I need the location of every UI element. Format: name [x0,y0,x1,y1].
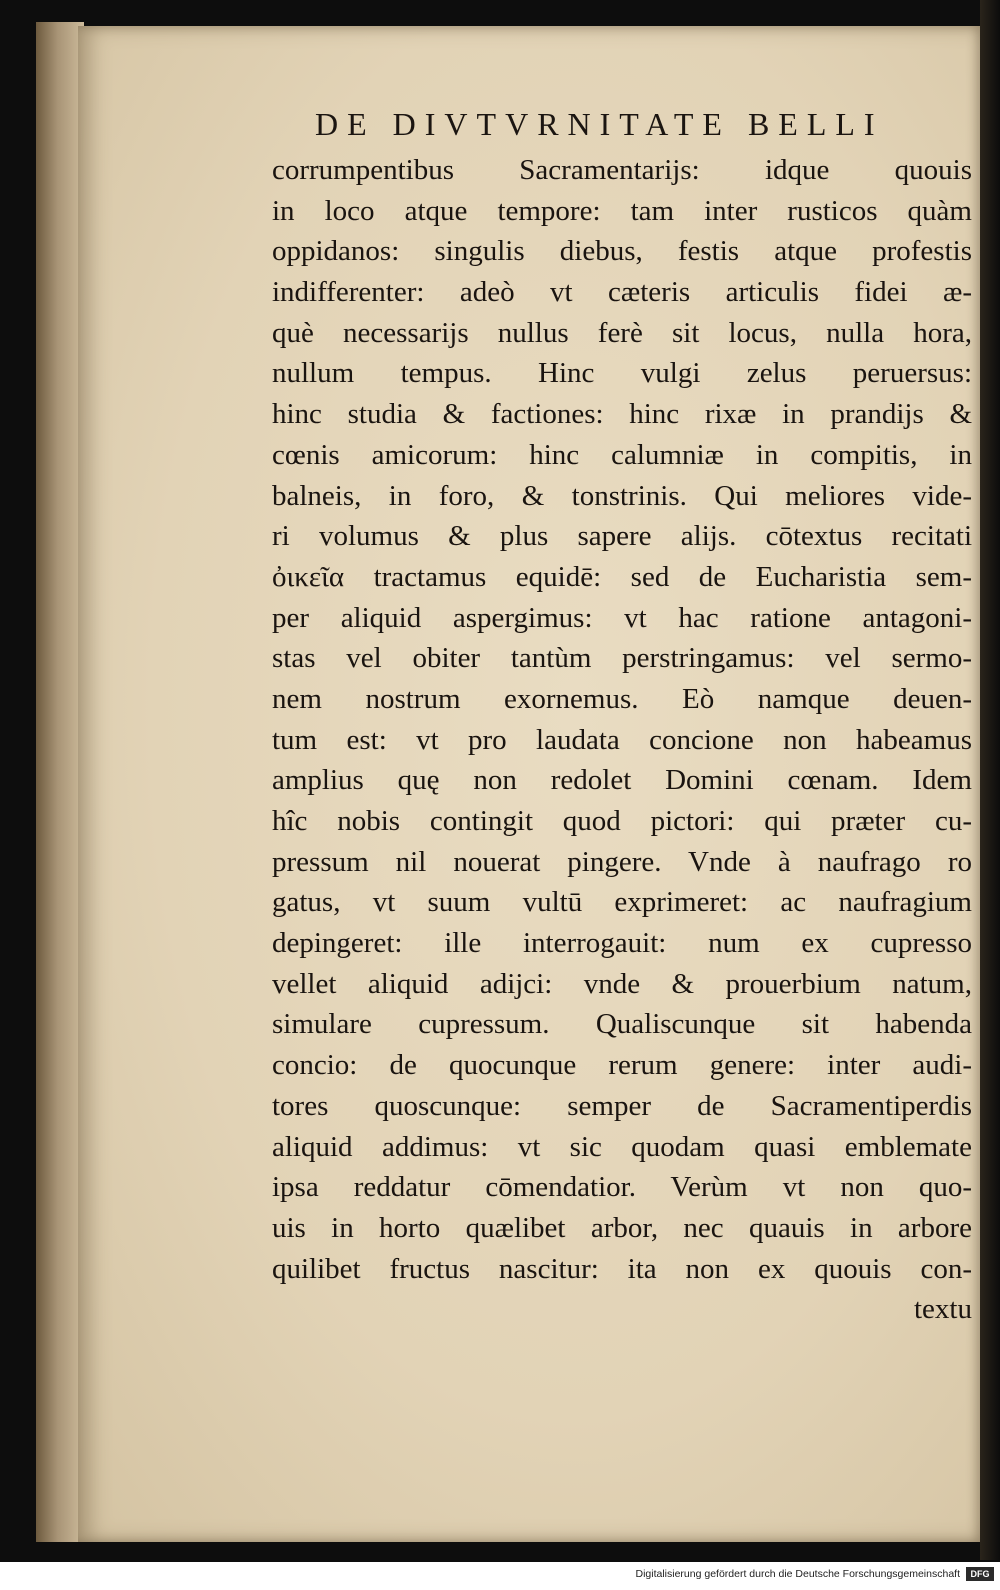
running-head: DE DIVTVRNITATE BELLI [315,106,884,142]
text-line: pressum nil nouerat pingere. Vnde à naufrago ro [272,845,972,878]
text-line: quilibet fructus nascitur: ita non ex quouis con- [272,1252,972,1285]
text-line: depingeret: ille interrogauit: num ex cupresso [272,927,972,960]
dfg-logo-icon: DFG [966,1567,994,1581]
catchword: textu [914,1293,972,1326]
page-right-shadow [980,0,1000,1560]
text-line: què necessarijs nullus ferè sit locus, nulla hora, [272,316,972,349]
text-line: per aliquid aspergimus: vt hac ratione antagoni- [272,601,972,634]
text-line: in loco atque tempore: tam inter rusticos quàm [272,194,972,227]
text-line: stas vel obiter tantùm perstringamus: vel sermo- [272,642,972,675]
digitization-footer [0,1562,1000,1590]
text-line: nullum tempus. Hinc vulgi zelus peruersus: [272,357,972,390]
text-line: indifferenter: adeò vt cæteris articulis fidei æ- [272,276,972,309]
text-line: oppidanos: singulis diebus, festis atque profestis [272,235,972,268]
text-line: tum est: vt pro laudata concione non habeamus [272,723,972,756]
text-line: tores quoscunque: semper de Sacramentiperdis [272,1089,972,1122]
text-line: hîc nobis contingit quod pictori: qui præter cu- [272,805,972,837]
text-line: nem nostrum exornemus. Eò namque deuen- [272,682,972,715]
text-line: ri volumus & plus sapere alijs. cōtextus recitati [272,520,972,553]
footer-credit: Digitalisierung gefördert durch die Deutsche Forschungsgemeinschaft [635,1568,960,1580]
text-line: amplius quę non redolet Domini cœnam. Idem [272,764,972,797]
body-text [272,150,972,1330]
text-line: hinc studia & factiones: hinc rixæ in prandijs & [272,398,972,431]
text-line: simulare cupressum. Qualiscunque sit habenda [272,1008,972,1041]
text-line: balneis, in foro, & tonstrinis. Qui meliores vide- [272,479,972,512]
page-gutter-edge [36,22,84,1542]
text-line: concio: de quocunque rerum genere: inter audi- [272,1049,972,1082]
text-line: vellet aliquid adijci: vnde & prouerbium natum, [272,967,972,1000]
text-line: uis in horto quælibet arbor, nec quauis in arbore [272,1211,972,1244]
text-line: ὀικεῖα tractamus equidē: sed de Eucharistia sem- [272,560,972,593]
text-line: aliquid addimus: vt sic quodam quasi emblemate [272,1130,972,1163]
text-line: corrumpentibus Sacramentarijs: idque quouis [272,154,972,186]
text-line: cœnis amicorum: hinc calumniæ in compitis, in [272,438,972,471]
text-line: gatus, vt suum vultū exprimeret: ac naufragium [272,886,972,919]
text-line: ipsa reddatur cōmendatior. Verùm vt non quo- [272,1171,972,1204]
